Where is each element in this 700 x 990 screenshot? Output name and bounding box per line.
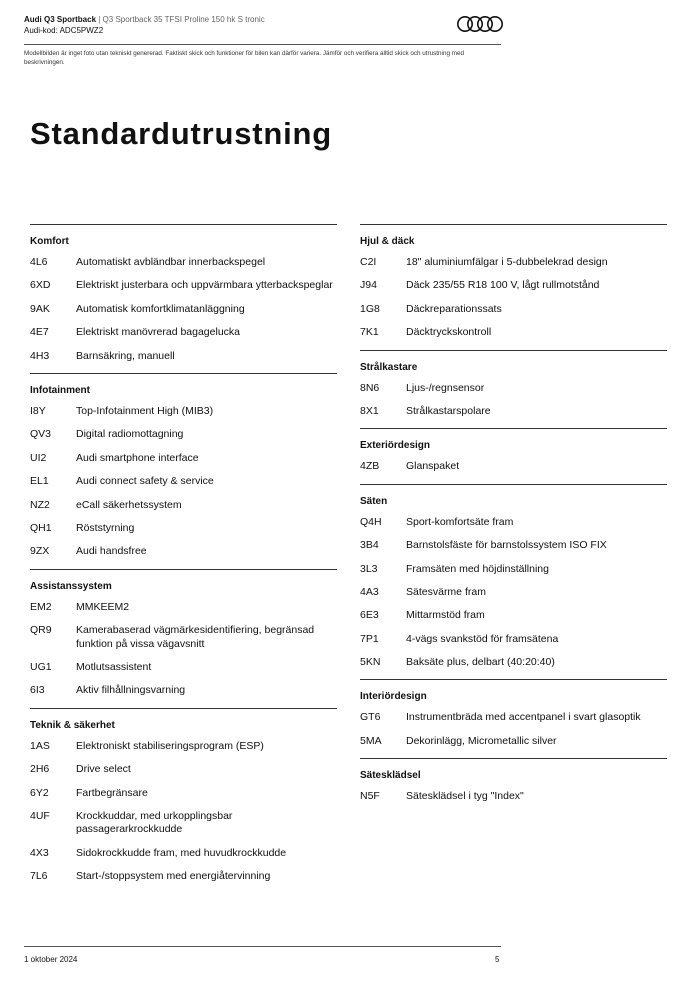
- section-saten: [360, 484, 667, 670]
- right-column: [360, 224, 667, 814]
- equipment-code: QH1: [30, 521, 52, 534]
- model-detail: Q3 Sportback 35 TFSI Proline 150 hk S tronic: [102, 15, 265, 24]
- section-title: Komfort: [30, 236, 69, 247]
- equipment-description: Däcktryckskontroll: [406, 326, 492, 339]
- equipment-description: Strålkastarspolare: [406, 404, 491, 417]
- section-title: Exteriördesign: [360, 440, 431, 452]
- equipment-code: 7L6: [30, 870, 48, 883]
- equipment-description: Sport-komfortsäte fram: [406, 515, 514, 528]
- equipment-code: 1AS: [30, 739, 50, 752]
- equipment-row: [30, 624, 337, 651]
- equipment-description: 4-vägs svankstöd för framsätena: [406, 632, 559, 645]
- equipment-description: Baksäte plus, delbart (40:20:40): [406, 656, 555, 669]
- equipment-row: [360, 790, 667, 804]
- equipment-description: Drive select: [76, 763, 131, 776]
- equipment-code: 9AK: [30, 302, 50, 315]
- left-column: [30, 224, 337, 894]
- section-teknik-sakerhet: [30, 708, 337, 884]
- equipment-description: Krockkuddar, med urkopplingsbar passagerarkrockkudde: [76, 809, 233, 836]
- equipment-row: [360, 405, 667, 419]
- section-title: Assistanssystem: [30, 580, 112, 592]
- section-interiordesign: [360, 679, 667, 748]
- equipment-code: EM2: [30, 600, 52, 613]
- equipment-row: [30, 405, 337, 419]
- equipment-code: QV3: [30, 428, 52, 441]
- footer-divider: [24, 946, 501, 947]
- section-exteriordesign: [360, 428, 667, 474]
- section-title: Säten: [360, 495, 388, 507]
- audi-code: Audi-kod: ADC5PWZ2: [24, 26, 104, 35]
- equipment-description: Sidokrockkudde fram, med huvudkrockkudde: [76, 846, 287, 859]
- equipment-code: 1G8: [360, 302, 380, 315]
- section-stralkastare: [360, 350, 667, 419]
- equipment-row: [30, 661, 337, 675]
- equipment-code: 4UF: [30, 809, 50, 822]
- equipment-description: Start-/stoppsystem med energiåtervinning: [76, 870, 271, 883]
- equipment-row: [360, 382, 667, 396]
- disclaimer: Modellbilden är inget foto utan tekniskt genererad. Faktiskt skick och funktioner för bilen kan därför variera. Jämför och verifiera alltid skick och utrustning med beskrivningen.: [24, 50, 464, 66]
- equipment-code: 2H6: [30, 763, 50, 776]
- equipment-description: Instrumentbräda med accentpanel i svart glasoptik: [406, 711, 641, 724]
- equipment-code: 5MA: [360, 734, 382, 747]
- section-title: Teknik & säkerhet: [30, 719, 115, 731]
- equipment-row: [30, 847, 337, 861]
- equipment-row: [360, 656, 667, 670]
- equipment-description: 18" aluminiumfälgar i 5-dubbelekrad design: [406, 256, 608, 268]
- equipment-row: [360, 326, 667, 340]
- equipment-row: [30, 810, 337, 837]
- equipment-code: 6E3: [360, 609, 379, 622]
- equipment-code: 4A3: [360, 585, 379, 598]
- brand-model: Audi Q3 Sportback: [24, 15, 97, 24]
- equipment-row: [30, 303, 337, 317]
- equipment-row: [360, 711, 667, 725]
- equipment-description: Däck 235/55 R18 100 V, lågt rullmotstånd: [406, 279, 600, 292]
- equipment-code: 4E7: [30, 326, 49, 339]
- section-title: Interiördesign: [360, 691, 427, 703]
- page-title: Standardutrustning: [30, 116, 332, 151]
- equipment-row: [30, 601, 337, 615]
- equipment-code: EL1: [30, 475, 49, 488]
- equipment-row: [30, 787, 337, 801]
- equipment-description: Top-Infotainment High (MIB3): [76, 404, 214, 417]
- equipment-row: [360, 303, 667, 317]
- equipment-description: Fartbegränsare: [76, 786, 148, 799]
- equipment-code: UG1: [30, 660, 52, 673]
- equipment-description: Audi smartphone interface: [76, 451, 199, 464]
- equipment-code: 8X1: [360, 404, 379, 417]
- equipment-row: [360, 460, 667, 474]
- footer-date: 1 oktober 2024: [24, 955, 78, 964]
- section-hjul-dack: [360, 224, 667, 340]
- section-title: Strålkastare: [360, 361, 418, 373]
- equipment-code: N5F: [360, 790, 380, 803]
- equipment-description: Automatiskt avbländbar innerbackspegel: [76, 256, 266, 268]
- equipment-code: 5KN: [360, 656, 381, 669]
- audi-rings-logo: [456, 14, 504, 34]
- equipment-code: J94: [360, 279, 377, 292]
- equipment-row: [360, 735, 667, 749]
- section-title: Hjul & däck: [360, 236, 415, 247]
- section-infotainment: [30, 373, 337, 559]
- equipment-code: 4L6: [30, 256, 48, 268]
- equipment-code: 6I3: [30, 684, 45, 697]
- equipment-description: Elektroniskt stabiliseringsprogram (ESP): [76, 739, 264, 752]
- section-title: Sätesklädsel: [360, 770, 421, 782]
- section-komfort: [30, 224, 337, 363]
- equipment-description: Glanspaket: [406, 460, 460, 473]
- equipment-code: 8N6: [360, 381, 380, 394]
- equipment-description: Automatisk komfortklimatanläggning: [76, 302, 245, 315]
- equipment-row: [30, 870, 337, 884]
- equipment-code: UI2: [30, 451, 47, 464]
- equipment-description: Barnsäkring, manuell: [76, 349, 175, 362]
- equipment-description: Framsäten med höjdinställning: [406, 562, 549, 575]
- equipment-description: Däckreparationssats: [406, 302, 502, 315]
- section-title: Infotainment: [30, 384, 90, 396]
- equipment-row: [30, 428, 337, 442]
- equipment-code: 6XD: [30, 279, 51, 292]
- equipment-row: [360, 279, 667, 293]
- equipment-code: NZ2: [30, 498, 50, 511]
- equipment-description: Elektriskt justerbara och uppvärmbara ytterbackspeglar: [76, 279, 333, 292]
- equipment-row: [360, 539, 667, 553]
- equipment-description: Motlutsassistent: [76, 660, 152, 673]
- equipment-row: [30, 350, 337, 364]
- equipment-description: Digital radiomottagning: [76, 428, 184, 441]
- equipment-description: Kamerabaserad vägmärkesidentifiering, begränsad funktion på vissa vägavsnitt: [76, 624, 315, 650]
- equipment-description: Mittarmstöd fram: [406, 609, 485, 622]
- equipment-code: 7K1: [360, 326, 379, 339]
- equipment-description: MMKEEM2: [76, 600, 130, 613]
- equipment-row: [360, 633, 667, 647]
- equipment-code: 6Y2: [30, 786, 49, 799]
- equipment-row: [30, 763, 337, 777]
- equipment-code: 3B4: [360, 539, 379, 552]
- equipment-row: [30, 499, 337, 513]
- equipment-row: [360, 516, 667, 530]
- equipment-description: eCall säkerhetssystem: [76, 498, 182, 511]
- equipment-row: [30, 475, 337, 489]
- equipment-description: Dekorinlägg, Micrometallic silver: [406, 734, 557, 747]
- equipment-row: [360, 586, 667, 600]
- page-header: [24, 14, 504, 36]
- equipment-description: Elektriskt manövrerad bagagelucka: [76, 326, 241, 339]
- equipment-row: [360, 563, 667, 577]
- equipment-code: 3L3: [360, 562, 378, 575]
- equipment-code: 9ZX: [30, 545, 50, 558]
- equipment-description: Barnstolsfäste för barnstolssystem ISO FIX: [406, 539, 607, 552]
- equipment-description: Audi connect safety & service: [76, 475, 214, 488]
- equipment-description: Aktiv filhållningsvarning: [76, 684, 186, 697]
- equipment-row: [30, 545, 337, 559]
- equipment-description: Sätesklädsel i tyg "Index": [406, 790, 524, 803]
- equipment-row: [30, 740, 337, 754]
- model-line: [24, 14, 504, 25]
- equipment-code: 4ZB: [360, 460, 380, 473]
- equipment-description: Ljus-/regnsensor: [406, 381, 485, 394]
- equipment-row: [30, 326, 337, 340]
- header-divider: [24, 44, 501, 45]
- equipment-code: QR9: [30, 624, 52, 637]
- equipment-description: Röststyrning: [76, 521, 135, 534]
- section-assistanssystem: [30, 569, 337, 698]
- equipment-code: C2I: [360, 256, 377, 268]
- equipment-code: Q4H: [360, 515, 382, 528]
- equipment-description: Sätesvärme fram: [406, 585, 486, 598]
- section-sateskladsel: [360, 758, 667, 804]
- equipment-row: [30, 256, 337, 270]
- equipment-row: [360, 609, 667, 623]
- equipment-row: [30, 279, 337, 293]
- equipment-code: 4X3: [30, 846, 49, 859]
- header-separator: |: [96, 15, 103, 24]
- equipment-code: 4H3: [30, 349, 50, 362]
- equipment-code: 7P1: [360, 632, 379, 645]
- equipment-row: [30, 452, 337, 466]
- equipment-row: [360, 256, 667, 270]
- equipment-code: GT6: [360, 711, 381, 724]
- page-number: 5: [495, 955, 500, 964]
- equipment-description: Audi handsfree: [76, 545, 147, 558]
- equipment-row: [30, 684, 337, 698]
- equipment-row: [30, 522, 337, 536]
- equipment-code: I8Y: [30, 404, 46, 417]
